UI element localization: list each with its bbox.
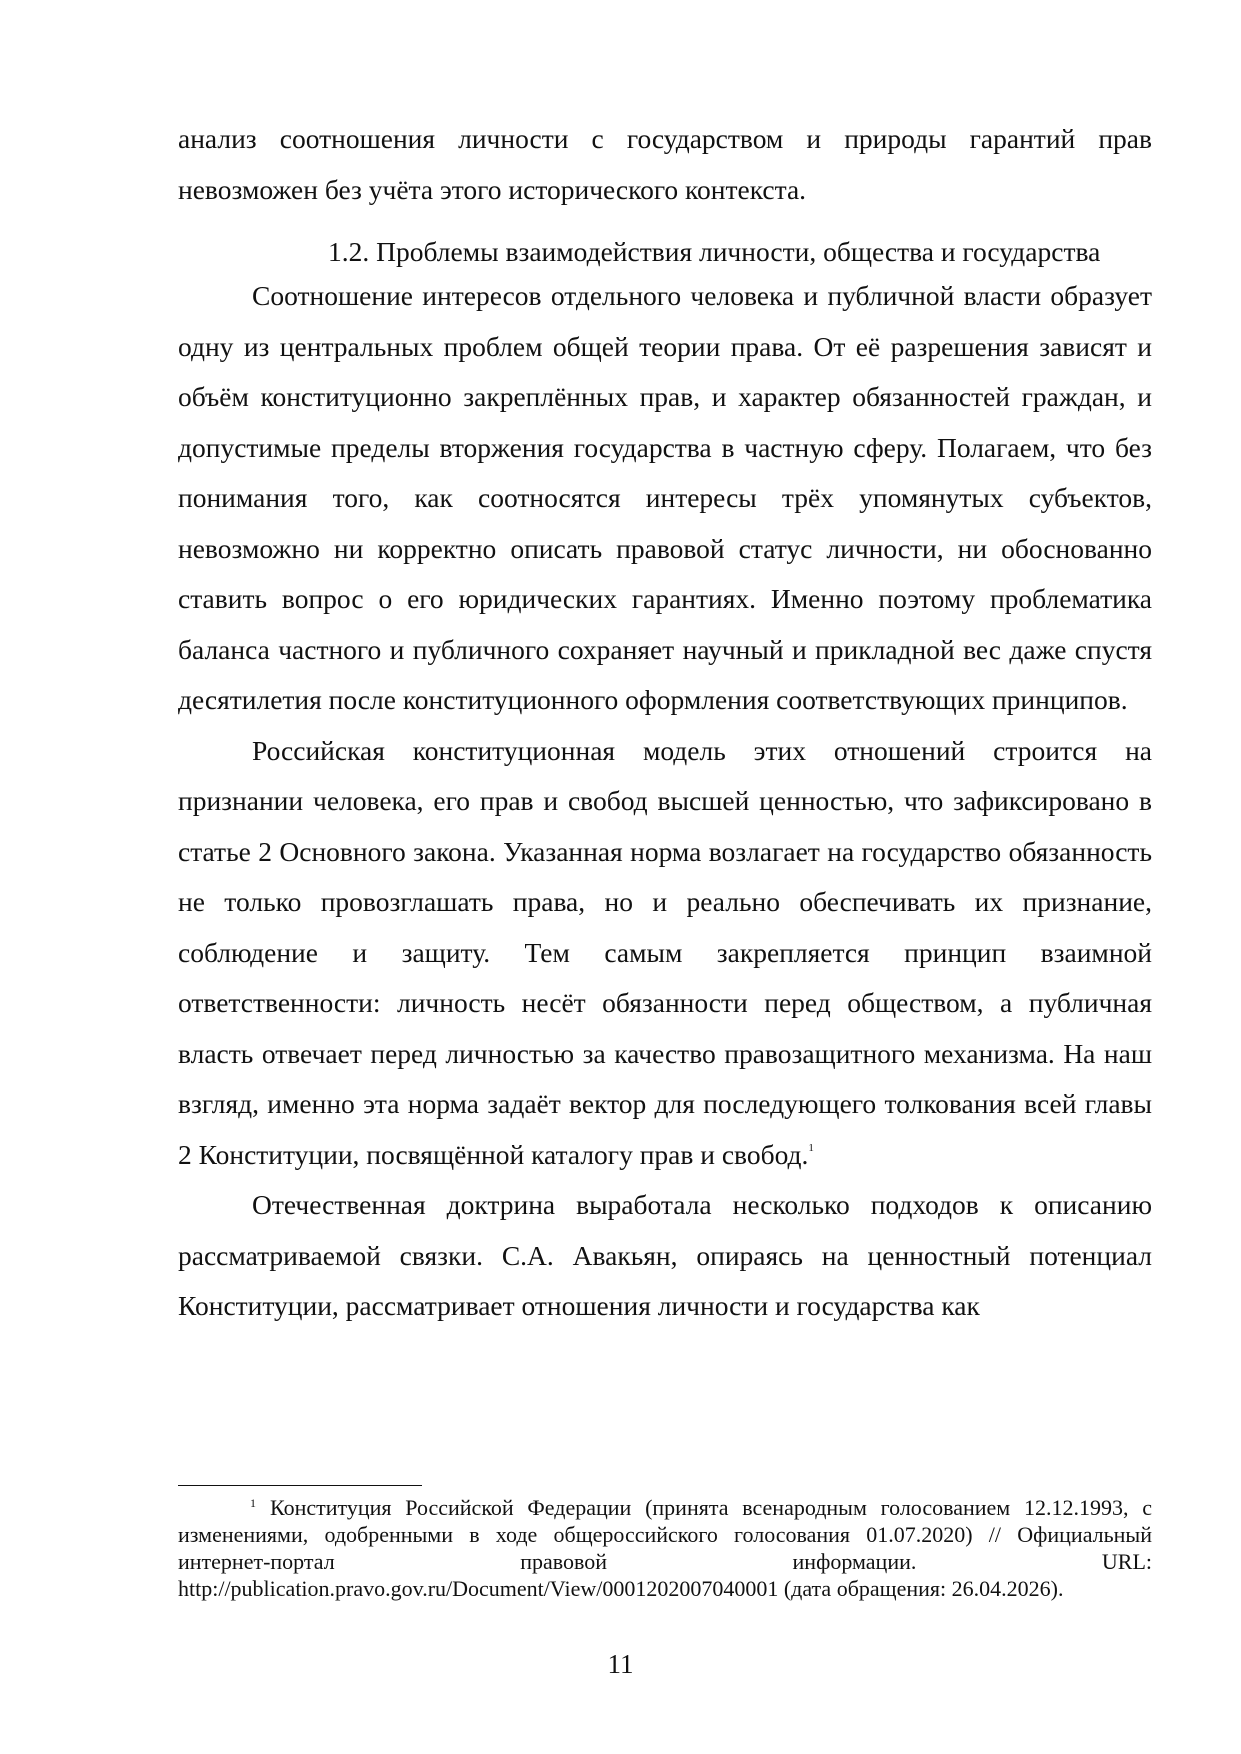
- paragraph-with-footnote: [178, 726, 1152, 1181]
- section-heading: 1.2. Проблемы взаимодействия личности, общества и государства: [328, 236, 1101, 267]
- page-number: 11: [607, 1649, 634, 1679]
- footnote-reference[interactable]: 1: [808, 1142, 814, 1155]
- main-text: [178, 114, 1152, 1332]
- footnote-text: Конституция Российской Федерации (принята всенародным голосованием 12.12.1993, с изменениями, одобренными в ходе общероссийского голосования 01.07.2020) // Официальный интернет-портал правовой информации. URL: http://publication.pravo.gov.ru/Document/View/0001202007040001 (дата обращения: 26.04.2026).: [178, 1495, 1152, 1601]
- footnote-separator: [178, 1485, 422, 1486]
- paragraph-continuation: анализ соотношения личности с государством и природы гарантий прав невозможен без учёта этого исторического контекста.: [178, 123, 1152, 205]
- paragraph-text: Российская конституционная модель этих отношений строится на признании человека, его прав и свобод высшей ценностью, что зафиксировано в статье 2 Основного закона. Указанная норма возлагает на государство обязанность не только провозглашать права, но и реально обеспечивать их признание, соблюдение и защиту. Тем самым закрепляется принцип взаимной ответственности: личность несёт обязанности перед обществом, а публичная власть отвечает перед личностью за качество правозащитного механизма. На наш взгляд, именно эта норма задаёт вектор для последующего толкования всей главы 2 Конституции, посвящённой каталогу прав и свобод.: [178, 734, 1152, 1170]
- footnote: [178, 1494, 1152, 1602]
- paragraph: Соотношение интересов отдельного человека и публичной власти образует одну из центральных проблем общей теории права. От её разрешения зависят и объём конституционно закреплённых прав, и характер обязанностей граждан, и допустимые пределы вторжения государства в частную сферу. Полагаем, что без понимания того, как соотносятся интересы трёх упомянутых субъектов, невозможно ни корректно описать правовой статус личности, ни обоснованно ставить вопрос о его юридических гарантиях. Именно поэтому проблематика баланса частного и публичного сохраняет научный и прикладной вес даже спустя десятилетия после конституционного оформления соответствующих принципов.: [178, 280, 1152, 715]
- footnote-number: 1: [250, 1495, 256, 1510]
- paragraph: Отечественная доктрина выработала несколько подходов к описанию рассматриваемой связки. С.А. Авакьян, опираясь на ценностный потенциал Конституции, рассматривает отношения личности и государства как: [178, 1189, 1152, 1321]
